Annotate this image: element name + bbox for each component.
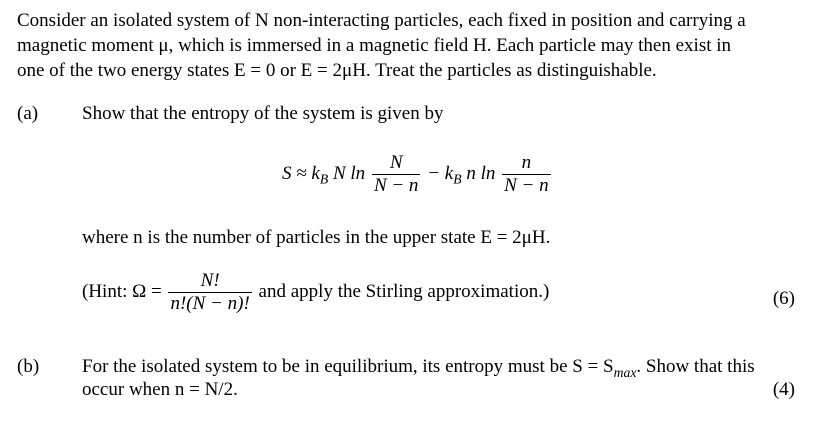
- part-b-line-1-text: For the isolated system to be in equilibrium, its entropy must be S = S: [82, 356, 614, 377]
- eq-sub-b-2: B: [453, 171, 462, 187]
- where-statement: where n is the number of particles in the upper state E = 2μH.: [82, 227, 551, 248]
- part-a-marks: (6): [772, 288, 795, 309]
- eq-frac1-den: N − n: [373, 175, 419, 196]
- eq-frac2-num: n: [521, 152, 532, 173]
- eq-frac1-num: N: [389, 152, 403, 173]
- part-b-label: (b): [17, 356, 40, 377]
- part-b-marks: (4): [772, 379, 795, 400]
- eq-term2: n ln: [466, 162, 496, 184]
- eq-sub-b-1: B: [319, 171, 329, 187]
- hint-fraction: [168, 270, 251, 315]
- s-max-sub: max: [613, 364, 637, 380]
- eq-minus: − k: [427, 162, 454, 184]
- part-b-line-1: [82, 356, 755, 381]
- intro-line-3: one of the two energy states E = 0 or E = 2μH. Treat the particles as distinguishable.: [17, 60, 657, 81]
- part-b-line-2: occur when n = N/2.: [82, 379, 238, 400]
- eq-fraction-1: [372, 152, 421, 197]
- eq-lhs: S ≈ k: [282, 162, 320, 184]
- part-a-label: (a): [17, 103, 39, 124]
- hint-den: n!(N − n)!: [170, 293, 250, 314]
- problem-intro: [17, 8, 817, 83]
- eq-term1: N ln: [332, 162, 366, 184]
- intro-line-2: magnetic moment μ, which is immersed in a magnetic field H. Each particle may then exist in: [17, 35, 732, 56]
- part-b-line-1-end: . Show that this: [636, 356, 755, 377]
- part-a-prompt: Show that the entropy of the system is given by: [82, 103, 444, 124]
- hint-close: and apply the Stirling approximation.): [258, 280, 550, 302]
- eq-frac2-den: N − n: [504, 175, 549, 196]
- entropy-equation: [282, 152, 553, 197]
- intro-line-1: Consider an isolated system of N non-interacting particles, each fixed in position and carrying a: [17, 10, 746, 31]
- eq-fraction-2: [502, 152, 551, 197]
- hint-open: (Hint: Ω =: [82, 280, 162, 302]
- hint-num: N!: [200, 270, 220, 291]
- hint-line: [82, 270, 549, 315]
